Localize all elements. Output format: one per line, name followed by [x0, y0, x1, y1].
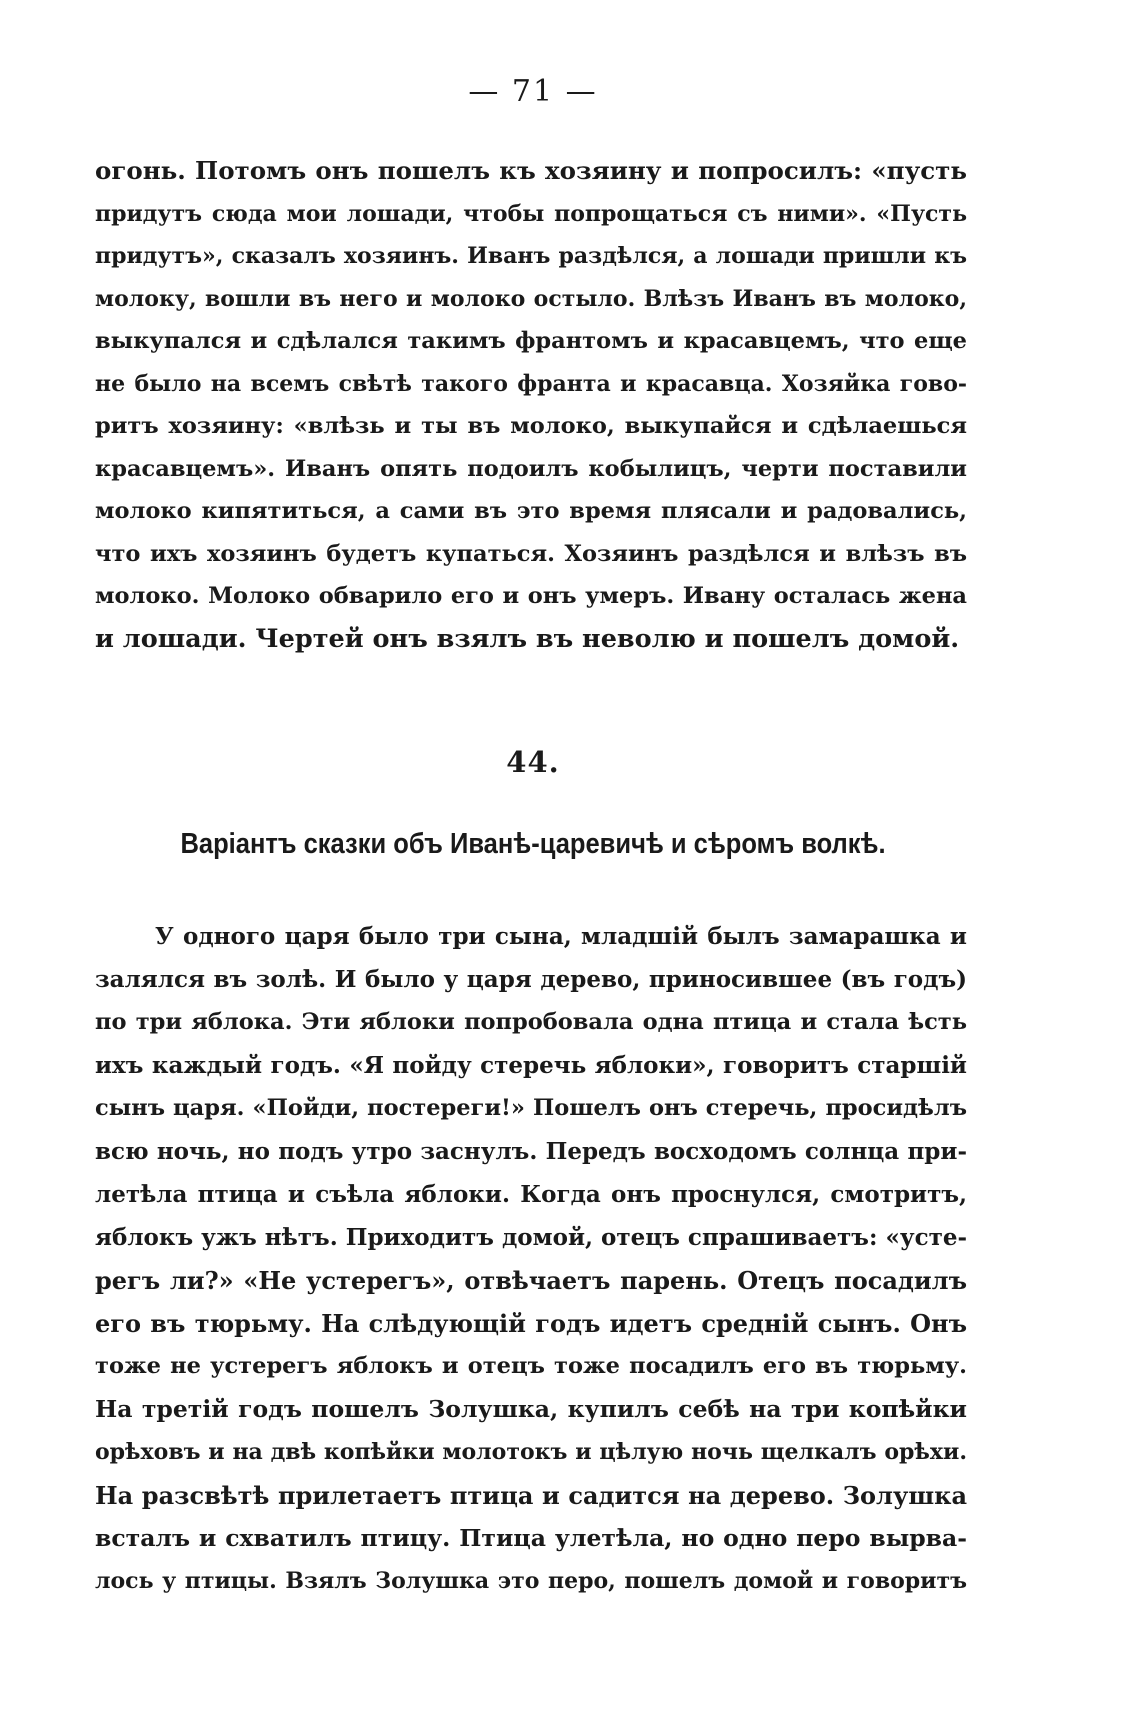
text-line: На третій годъ пошелъ Золушка, купилъ себѣ на три копѣйки — [95, 1395, 967, 1423]
text-line: всю ночь, но подъ утро заснулъ. Передъ восходомъ солнца при- — [95, 1138, 967, 1165]
text-line: молоко. Молоко обварило его и онъ умеръ. Ивану осталась жена — [95, 583, 967, 609]
story-ending-paragraph — [95, 150, 967, 660]
text-line: придутъ сюда мои лошади, чтобы попрощаться съ ними». «Пусть — [95, 200, 967, 227]
text-line: ритъ хозяину: «влѣзь и ты въ молоко, выкупайся и сдѣлаешься — [95, 413, 967, 439]
story-paragraph — [95, 915, 967, 1603]
text-line: орѣховъ и на двѣ копѣйки молотокъ и цѣлую ночь щелкалъ орѣхи. — [95, 1439, 967, 1465]
text-line: регъ ли?» «Не устерегъ», отвѣчаетъ парень. Отецъ посадилъ — [95, 1266, 967, 1295]
text-line: выкупался и сдѣлался такимъ франтомъ и красавцемъ, что еще — [95, 328, 967, 354]
text-line: молоку, вошли въ него и молоко остыло. Влѣзъ Иванъ въ молоко, — [95, 285, 967, 312]
text-line: красавцемъ». Иванъ опять подоилъ кобылицъ, черти поставили — [95, 455, 967, 482]
text-line: не было на всемъ свѣтѣ такого франта и красавца. Хозяйка гово- — [95, 370, 967, 397]
page-number: — 71 — — [468, 74, 598, 109]
section-number: 44. — [506, 745, 560, 779]
text-line: придутъ», сказалъ хозяинъ. Иванъ раздѣлся, а лошади пришли къ — [95, 243, 967, 269]
text-line: яблокъ ужъ нѣтъ. Приходитъ домой, отецъ спрашиваетъ: «усте- — [95, 1224, 967, 1251]
text-line: тоже не устерегъ яблокъ и отецъ тоже посадилъ его въ тюрьму. — [95, 1353, 967, 1379]
text-line: огонь. Потомъ онъ пошелъ къ хозяину и попросилъ: «пусть — [95, 156, 967, 185]
text-line: его въ тюрьму. На слѣдующій годъ идетъ средній сынъ. Онъ — [95, 1309, 967, 1338]
text-line: что ихъ хозяинъ будетъ купаться. Хозяинъ раздѣлся и влѣзъ въ — [95, 540, 967, 567]
text-line: всталъ и схватилъ птицу. Птица улетѣла, но одно перо вырва- — [95, 1524, 967, 1552]
text-line: сынъ царя. «Пойди, постереги!» Пошелъ онъ стеречь, просидѣлъ — [95, 1095, 967, 1121]
section-title: Варіантъ сказки объ Иванѣ-царевичѣ и сѣромъ волкѣ. — [180, 828, 886, 860]
text-line: молоко кипятиться, а сами въ это время плясали и радовались, — [95, 498, 967, 524]
text-line: залялся въ золѣ. И было у царя дерево, приносившее (въ годъ) — [95, 966, 967, 993]
text-line: ихъ каждый годъ. «Я пойду стеречь яблоки», говоритъ старшій — [95, 1052, 967, 1079]
text-line: У одного царя было три сына, младшій былъ замарашка и — [155, 923, 967, 950]
text-line: На разсвѣтѣ прилетаетъ птица и садится на дерево. Золушка — [95, 1481, 967, 1510]
text-line: и лошади. Чертей онъ взялъ въ неволю и пошелъ домой. — [95, 623, 960, 654]
text-line: по три яблока. Эти яблоки попробовала одна птица и стала ѣсть — [95, 1009, 967, 1035]
text-line: лось у птицы. Взялъ Золушка это перо, пошелъ домой и говоритъ — [95, 1568, 967, 1594]
text-line: летѣла птица и съѣла яблоки. Когда онъ проснулся, смотритъ, — [95, 1181, 967, 1208]
